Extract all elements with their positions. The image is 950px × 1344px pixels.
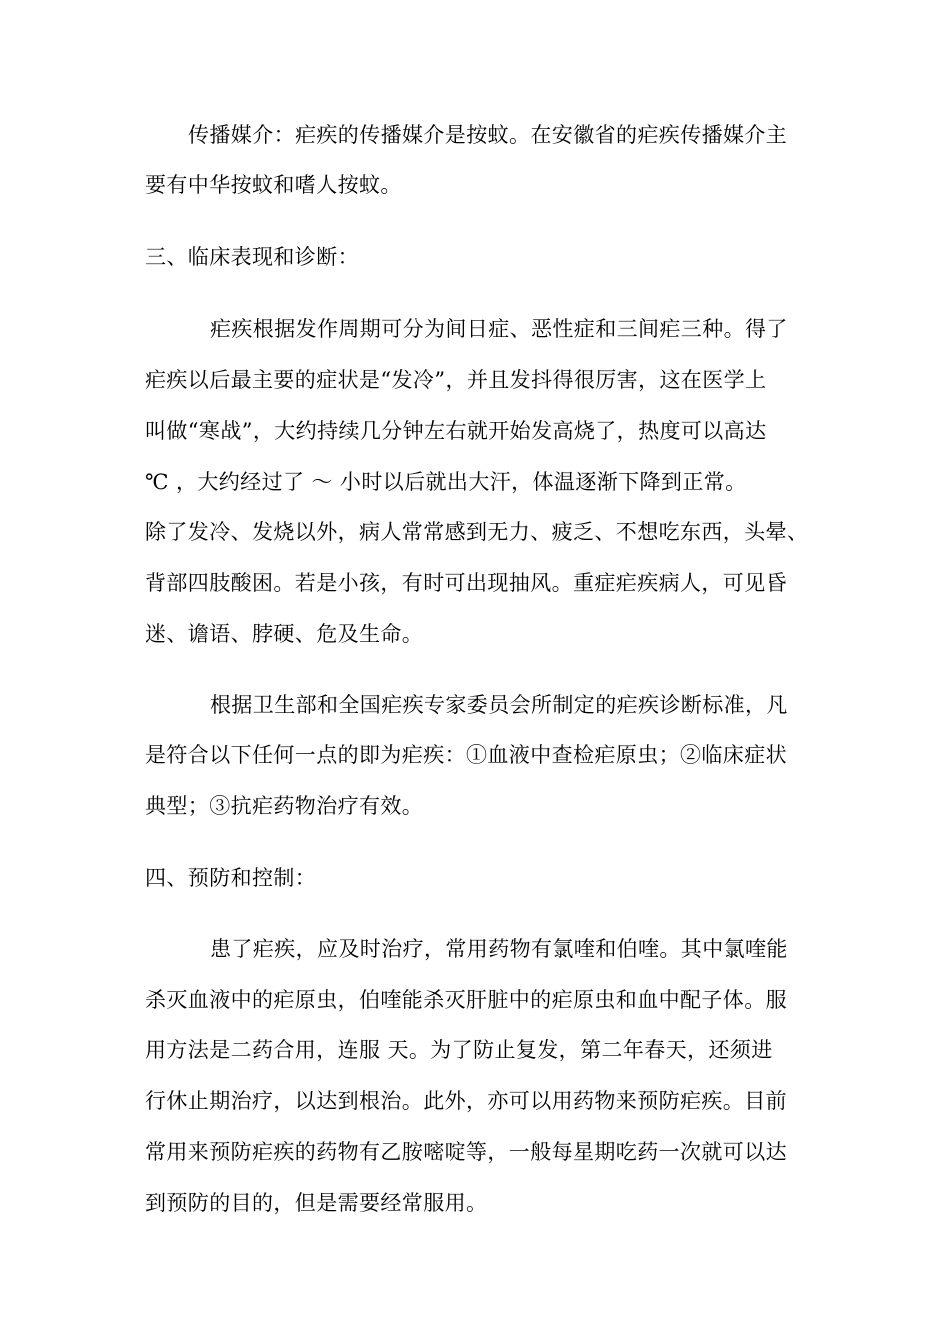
paragraph-line: 患了疟疾，应及时治疗，常用药物有氯喹和伯喹。其中氯喹能 xyxy=(210,937,788,961)
section-heading: 四、预防和控制： xyxy=(145,866,317,890)
paragraph-line: 除了发冷、发烧以外，病人常常感到无力、疲乏、不想吃东西，头晕、 xyxy=(145,520,809,544)
paragraph-line: 常用来预防疟疾的药物有乙胺嘧啶等，一般每星期吃药一次就可以达 xyxy=(145,1140,787,1164)
paragraph-line: 要有中华按蚊和嗜人按蚊。 xyxy=(145,173,402,197)
paragraph-line: 是符合以下任何一点的即为疟疾：①血液中查检疟原虫；②临床症状 xyxy=(145,743,787,767)
paragraph-line: 根据卫生部和全国疟疾专家委员会所制定的疟疾诊断标准，凡 xyxy=(210,693,788,717)
paragraph-line: 杀灭血液中的疟原虫，伯喹能杀灭肝脏中的疟原虫和血中配子体。服 xyxy=(145,988,787,1012)
paragraph-line: 传播媒介：疟疾的传播媒介是按蚊。在安徽省的疟疾传播媒介主 xyxy=(188,123,788,147)
paragraph-line: 叫做“寒战”，大约持续几分钟左右就开始发高烧了，热度可以高达 xyxy=(145,419,767,443)
paragraph-line: 到预防的目的，但是需要经常服用。 xyxy=(145,1191,488,1215)
paragraph-line: 疟疾以后最主要的症状是“发冷”，并且发抖得很厉害，这在医学上 xyxy=(145,368,767,392)
section-heading: 三、临床表现和诊断： xyxy=(145,245,359,269)
paragraph-line: ℃ ，大约经过了 ～ 小时以后就出大汗，体温逐渐下降到正常。 xyxy=(145,470,747,494)
paragraph-line: 典型；③抗疟药物治疗有效。 xyxy=(145,794,424,818)
paragraph-line: 行休止期治疗，以达到根治。此外，亦可以用药物来预防疟疾。目前 xyxy=(145,1089,787,1113)
paragraph-line: 迷、谵语、脖硬、危及生命。 xyxy=(145,622,424,646)
paragraph-line: 疟疾根据发作周期可分为间日症、恶性症和三间疟三种。得了 xyxy=(210,317,788,341)
paragraph-line: 背部四肢酸困。若是小孩，有时可出现抽风。重症疟疾病人，可见昏 xyxy=(145,571,787,595)
paragraph-line: 用方法是二药合用，连服 天。为了防止复发，第二年春天，还须进 xyxy=(145,1038,773,1062)
